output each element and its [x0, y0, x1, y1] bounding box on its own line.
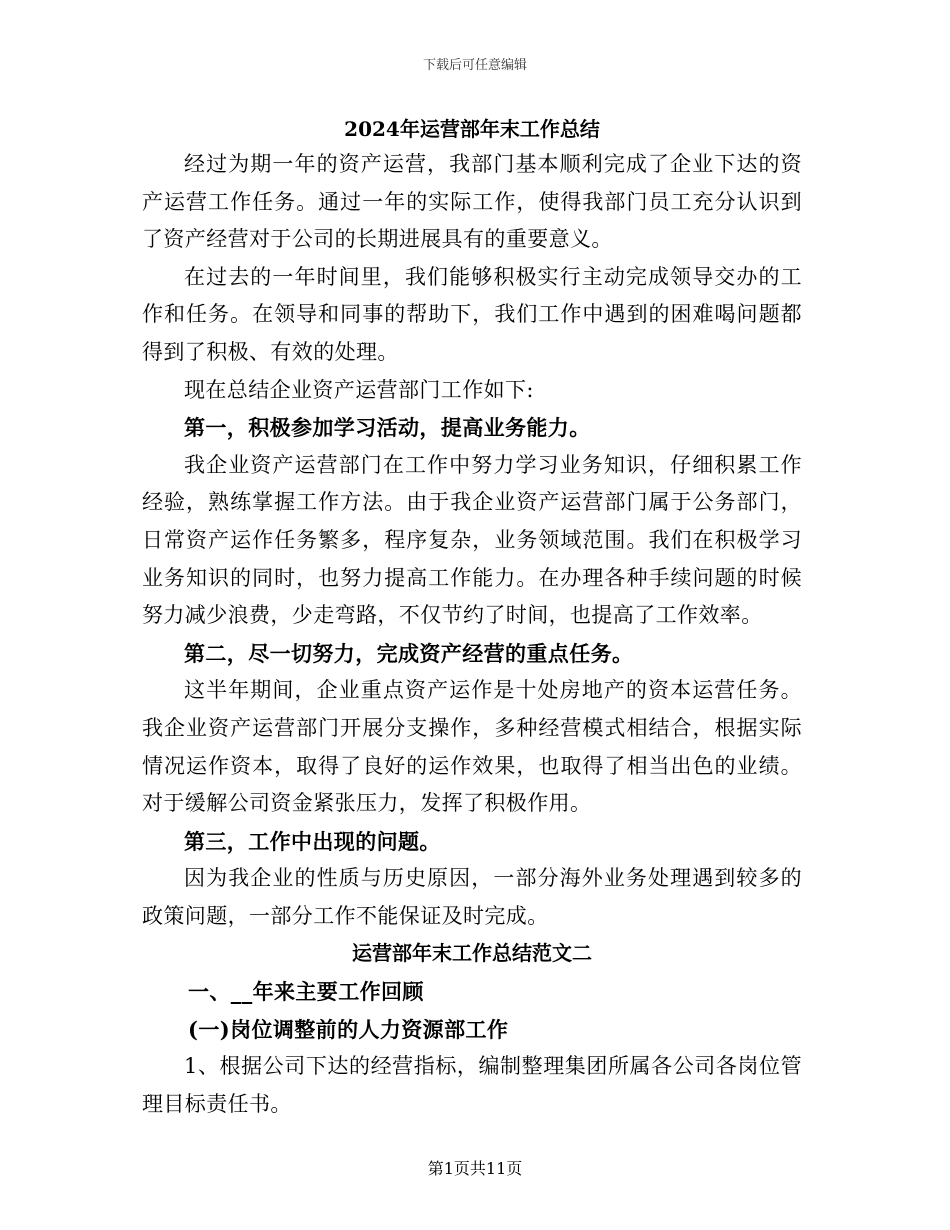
intro-paragraph-1: 经过为期一年的资产运营，我部门基本顺利完成了企业下达的资产运营工作任务。通过一年的实际工作，使得我部门员工充分认识到了资产经营对于公司的长期进展具有的重要意义。 [142, 152, 802, 252]
document-title: 2024年运营部年末工作总结 [344, 117, 600, 141]
page-number-footer: 第1页共11页 [427, 1159, 523, 1178]
part-1-item-1: 1、根据公司下达的经营指标，编制整理集团所属各公司各岗位管理目标责任书。 [142, 1054, 802, 1116]
section-1-heading: 第一，积极参加学习活动，提高业务能力。 [184, 415, 591, 441]
part-1-sub-heading: (一)岗位调整前的人力资源部工作 [188, 1016, 509, 1042]
section-2-body: 这半年期间，企业重点资产运作是十处房地产的资本运营任务。我企业资产运营部门开展分支操作，多种经营模式相结合，根据实际情况运作资本，取得了良好的运作效果，也取得了相当出色的业绩。对于缓解公司资金紧张压力，发挥了积极作用。 [142, 678, 802, 816]
section-3-body: 因为我企业的性质与历史原因，一部分海外业务处理遇到较多的政策问题，一部分工作不能保证及时完成。 [142, 866, 802, 928]
intro-paragraph-3: 现在总结企业资产运营部门工作如下: [184, 377, 534, 402]
part-1-heading: 一、__年来主要工作回顾 [188, 979, 424, 1005]
intro-paragraph-2: 在过去的一年时间里，我们能够积极实行主动完成领导交办的工作和任务。在领导和同事的帮助下，我们工作中遇到的困难喝问题都得到了积极、有效的处理。 [142, 264, 802, 364]
section-3-heading: 第三，工作中出现的问题。 [184, 828, 441, 854]
document-subtitle: 运营部年末工作总结范文二 [352, 941, 592, 966]
document-body [142, 112, 802, 1123]
page-header-note: 下载后可任意编辑 [422, 58, 527, 73]
section-2-heading: 第二，尽一切努力，完成资产经营的重点任务。 [184, 640, 634, 666]
section-1-body: 我企业资产运营部门在工作中努力学习业务知识，仔细积累工作经验，熟练掌握工作方法。由于我企业资产运营部门属于公务部门，日常资产运作任务繁多，程序复杂，业务领域范围。我们在积极学习业务知识的同时，也努力提高工作能力。在办理各种手续问题的时候努力减少浪费，少走弯路，不仅节约了时间，也提高了工作效率。 [142, 452, 802, 628]
